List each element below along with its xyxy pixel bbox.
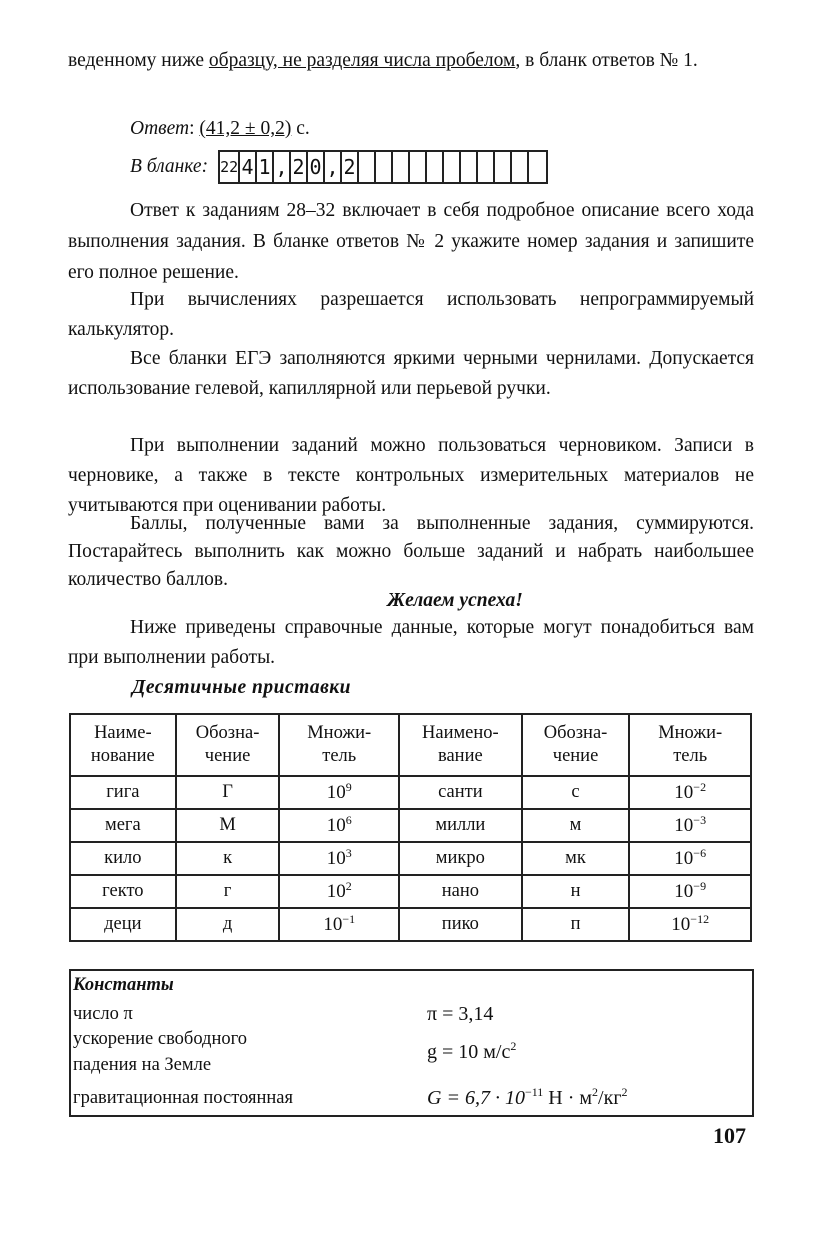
table-row: [70, 776, 751, 809]
prefix-name-cell: кило: [70, 842, 176, 875]
table-row: [70, 875, 751, 908]
answer-cell: [427, 152, 444, 182]
blank-example: [130, 149, 548, 185]
answer-cell: [359, 152, 376, 182]
constant-g-name-line1: ускорение свободного: [73, 1029, 247, 1049]
prefix-table-body: [70, 776, 751, 941]
answer-value: (41,2 ± 0,2): [199, 118, 292, 139]
answer-example: Ответ: (41,2 ± 0,2) с.: [130, 118, 310, 139]
col-header-symbol-2: Обозна- чение: [522, 714, 630, 776]
answer-cell: [512, 152, 529, 182]
constant-gravity-name: гравитационная постоянная: [73, 1088, 293, 1108]
answer-cell: [376, 152, 393, 182]
answer-cell: 0: [308, 152, 325, 182]
answer-cell: [461, 152, 478, 182]
col-header-name-1: Наиме- нование: [70, 714, 176, 776]
table-row: [70, 842, 751, 875]
answer-cell-lead: 22: [220, 152, 240, 182]
constant-gravity-value: $G = 6,7 \cdot 10^{-11}$ $Н \cdot м^2/кг^2$: [427, 1085, 628, 1109]
prefix-name-cell: пико: [399, 908, 522, 941]
constants-title: Константы: [73, 975, 174, 995]
multiplier-cell: $10^{-1}$: [279, 908, 399, 941]
answer-cell: [410, 152, 427, 182]
intro-text-end: , в бланк ответов № 1.: [515, 50, 698, 71]
answer-cell: 4: [240, 152, 257, 182]
prefix-name-cell: микро: [399, 842, 522, 875]
answer-unit: с.: [291, 118, 310, 139]
answer-cell: ,: [274, 152, 291, 182]
answer-label: Ответ: [130, 118, 190, 139]
constants-box: [69, 969, 754, 1117]
answer-cell: 1: [257, 152, 274, 182]
table-row: [70, 908, 751, 941]
prefix-table-header: [70, 714, 751, 776]
prefix-name-cell: гекто: [70, 875, 176, 908]
prefix-name-cell: милли: [399, 809, 522, 842]
prefix-symbol-cell: м: [522, 809, 630, 842]
prefix-symbol-cell: г: [176, 875, 280, 908]
intro-underlined-text: образцу, не разделяя числа пробелом: [208, 50, 516, 71]
multiplier-cell: $10^6$: [279, 809, 399, 842]
multiplier-cell: $10^{-3}$: [629, 809, 751, 842]
paragraph-draft: При выполнении заданий можно пользоваться черновиком. Записи в черновике, а также в тексте контрольных измерительных материалов не учитываются при оценивании работы.: [68, 435, 754, 516]
prefix-symbol-cell: д: [176, 908, 280, 941]
answer-cell: [444, 152, 461, 182]
wish-heading: [0, 586, 820, 616]
prefix-symbol-cell: п: [522, 908, 630, 941]
constant-g-name-line2: падения на Земле: [73, 1055, 212, 1075]
reference-intro: Ниже приведены справочные данные, которые могут понадобиться вам при выполнении работы.: [68, 617, 754, 668]
intro-text-start: веденному ниже: [68, 50, 209, 71]
constant-g-value: g = 10 $м/с^2$: [427, 1039, 517, 1063]
paragraph-ink: Все бланки ЕГЭ заполняются яркими черными чернилами. Допускается использование гелевой, капиллярной или перьевой ручки.: [68, 348, 754, 399]
table-row: [70, 809, 751, 842]
prefix-table: [69, 713, 752, 942]
paragraph-answer-rules: Ответ к заданиям 28–32 включает в себя подробное описание всего хода выполнения задания. В бланке ответов № 2 укажите номер задания и запишите его полное решение.: [68, 200, 754, 283]
prefix-symbol-cell: мк: [522, 842, 630, 875]
prefix-symbol-cell: М: [176, 809, 280, 842]
answer-cell: [495, 152, 512, 182]
intro-paragraph: [68, 46, 754, 76]
multiplier-cell: $10^{-9}$: [629, 875, 751, 908]
answer-cell: [529, 152, 546, 182]
col-header-multiplier-1: Множи- тель: [279, 714, 399, 776]
prefix-table-title: Десятичные приставки: [132, 677, 352, 698]
prefix-symbol-cell: н: [522, 875, 630, 908]
multiplier-cell: $10^2$: [279, 875, 399, 908]
prefix-name-cell: санти: [399, 776, 522, 809]
answer-form-cells: [218, 150, 548, 184]
multiplier-cell: $10^{-2}$: [629, 776, 751, 809]
col-header-multiplier-2: Множи- тель: [629, 714, 751, 776]
multiplier-cell: $10^{-6}$: [629, 842, 751, 875]
page-number: 107: [713, 1123, 746, 1148]
answer-cell: 2: [291, 152, 308, 182]
answer-cell: 2: [342, 152, 359, 182]
wish-text: Желаем успеха!: [387, 590, 523, 611]
constant-pi-name: число π: [73, 1004, 133, 1024]
answer-cell: [393, 152, 410, 182]
paragraph-scores: Баллы, полученные вами за выполненные задания, суммируются. Постарайтесь выполнить как можно больше заданий и набрать наибольшее количество баллов.: [68, 513, 754, 590]
answer-cell: ,: [325, 152, 342, 182]
col-header-symbol-1: Обозна- чение: [176, 714, 280, 776]
prefix-symbol-cell: к: [176, 842, 280, 875]
col-header-name-2: Наимено- вание: [399, 714, 522, 776]
prefix-name-cell: нано: [399, 875, 522, 908]
constant-pi-value: π = 3,14: [427, 1003, 494, 1025]
prefix-name-cell: деци: [70, 908, 176, 941]
answer-cell: [478, 152, 495, 182]
prefix-name-cell: мега: [70, 809, 176, 842]
paragraph-calculator: При вычислениях разрешается использовать непрограммируемый калькулятор.: [68, 289, 754, 340]
prefix-symbol-cell: с: [522, 776, 630, 809]
prefix-name-cell: гига: [70, 776, 176, 809]
prefix-symbol-cell: Г: [176, 776, 280, 809]
multiplier-cell: $10^3$: [279, 842, 399, 875]
blank-label: В бланке:: [130, 156, 209, 177]
multiplier-cell: $10^{-12}$: [629, 908, 751, 941]
multiplier-cell: $10^9$: [279, 776, 399, 809]
